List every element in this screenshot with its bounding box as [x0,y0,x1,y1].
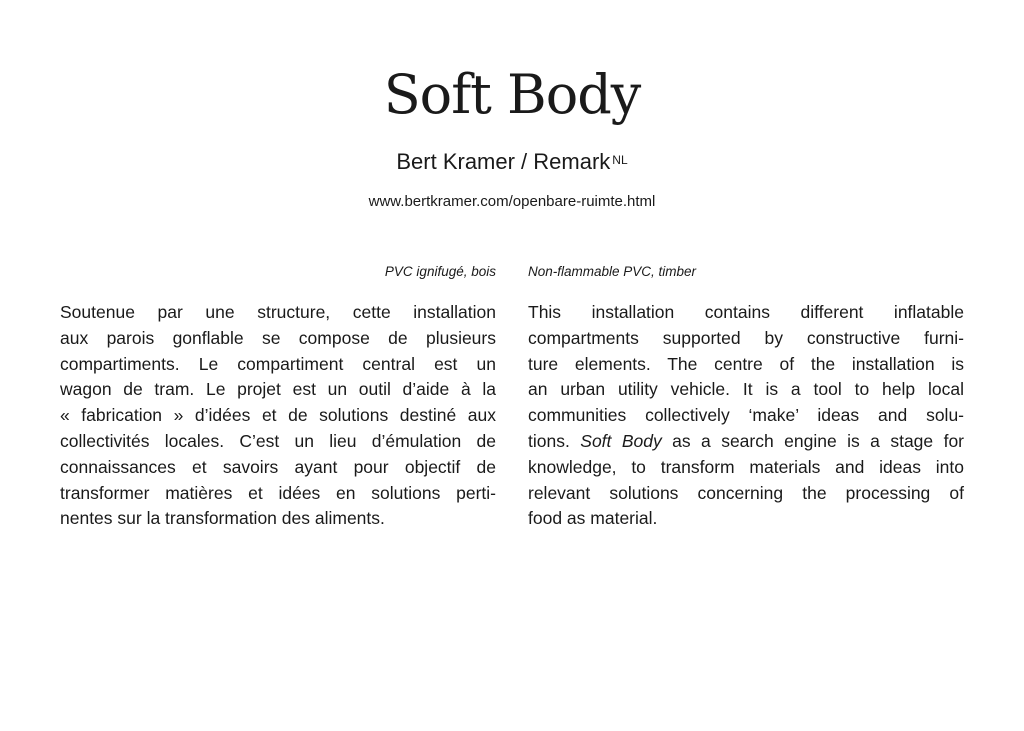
text-line: nentes sur la transformation des aliments. [60,508,385,529]
text-line: Soutenue par une structure, cette installation [60,302,496,322]
page-title: Soft Body [383,63,641,126]
text-line: collectivités locales. C’est un lieu d’émulation de [60,430,496,451]
description-french [60,300,496,532]
text-line: This installation contains different inflatable [528,302,964,322]
text-line: communities collectively ‘make’ ideas and solu- [528,405,964,426]
website-url[interactable]: www.bertkramer.com/openbare-ruimte.html [368,193,656,210]
text-line: food as material. [528,508,658,529]
text-line: connaissances et savoirs ayant pour objectif de [60,456,496,477]
materials-french: PVC ignifugé, bois [384,264,496,279]
text-line: wagon de tram. Le projet est un outil d’aide à la [60,379,496,400]
text-fragment: as a search engine is a stage for [661,430,964,451]
text-line: transformer matières et idées en solutions perti- [60,482,496,503]
materials-english: Non-flammable PVC, timber [528,264,697,279]
text-line: ture elements. The centre of the installation is [528,353,964,374]
text-line: aux parois gonflable se compose de plusieurs [60,327,496,348]
text-line: « fabrication » d’idées et de solutions destiné aux [60,405,496,426]
text-line [528,429,964,455]
text-line: an urban utility vehicle. It is a tool to help local [528,379,964,400]
text-line: compartments supported by constructive furni- [528,327,964,348]
author-line [0,148,1024,176]
author-name: Bert Kramer / Remark [396,149,611,174]
description-english [528,300,964,532]
country-code: NL [612,153,628,167]
project-title-italic: Soft Body [580,430,662,451]
text-fragment: tions. [528,430,570,451]
text-line: relevant solutions concerning the processing of [528,482,964,503]
text-line: compartiments. Le compartiment central est un [60,353,496,374]
text-line: knowledge, to transform materials and ideas into [528,456,964,477]
